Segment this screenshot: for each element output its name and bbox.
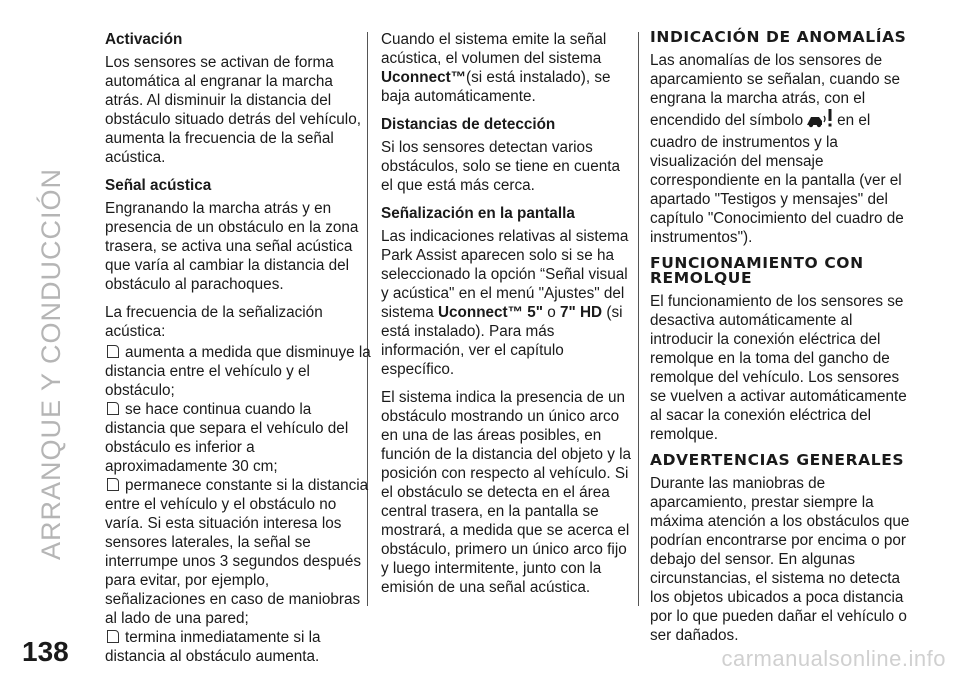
paragraph-pantalla: Las indicaciones relativas al sistema Park Assist aparecen solo si se ha seleccionado la opción “Señal visual y acústica" en el menú "Ajustes" del sistema Uconnect™ 5" o 7" HD (si está instalado). Para más información, ver el capítulo específico. (381, 228, 629, 378)
column-2 (381, 30, 635, 606)
section-side-title: ARRANQUE Y CONDUCCIÓN (36, 167, 66, 560)
paragraph-advertencias: Durante las maniobras de aparcamiento, prestar siempre la máxima atención a los obstáculos que podrían encontrarse por encima o por debajo del sensor. En algunas circunstancias, el sistema no detecta los objetos ubicados a poca distancia por lo que pueden dañar el vehículo o ser dañados. (650, 475, 910, 644)
column-3 (650, 30, 910, 654)
parking-sensor-warning-icon (805, 108, 835, 133)
heading-pantalla: Señalización en la pantalla (381, 205, 575, 222)
paragraph-volumen: Cuando el sistema emite la señal acústica, el volumen del sistema Uconnect™(si está instalado), se baja automáticamente. (381, 31, 611, 105)
heading-distancias: Distancias de detección (381, 116, 556, 133)
paragraph-arco: El sistema indica la presencia de un obstáculo mostrando un único arco en una de las áreas posibles, en función de la distancia del objeto y la posición con respecto al vehículo. Si el obstáculo se detecta en el área central trasera, en la pantalla se mostrará, a medida que se acerca el obstáculo, primero un único arco fijo y luego intermitente, junto con la emisión de una señal acústica. (381, 389, 632, 596)
heading-activacion: Activación (105, 31, 183, 48)
list-item: termina inmediatamente si la distancia al obstáculo aumenta. (105, 629, 321, 665)
paragraph-remolque: El funcionamiento de los sensores se desactiva automáticamente al introducir la conexión eléctrica del remolque en la toma del gancho de remolque del vehículo. Los sensores se vuelven a activar automáticamente al sacar la conexión eléctrica del remolque. (650, 293, 907, 443)
bullet-icon (107, 345, 119, 358)
heading-remolque: FUNCIONAMIENTO CON REMOLQUE (650, 254, 864, 287)
page-number: 138 (22, 636, 69, 667)
paragraph-senal-acustica: Engranando la marcha atrás y en presencia de un obstáculo en la zona trasera, se activa una señal acústica que varía al cambiar la distancia del obstáculo al parachoques. (105, 200, 359, 293)
column-1 (105, 30, 373, 666)
paragraph-anomalias: Las anomalías de los sensores de aparcamiento se señalan, cuando se engrana la marcha atrás, con el encendido del símbolo en el cuadro de instrumentos y la visualización del mensaje correspondiente en la pantalla (ver el apartado "Testigos y mensajes" del capítulo "Conocimiento del cuadro de instrumentos"). (650, 52, 904, 246)
paragraph-activacion: Los sensores se activan de forma automática al engranar la marcha atrás. Al disminuir la distancia del obstáculo situado detrás del vehículo, aumenta la frecuencia de la señal acústica. (105, 54, 361, 166)
heading-senal-acustica: Señal acústica (105, 177, 212, 194)
column-divider (638, 32, 639, 606)
paragraph-distancias: Si los sensores detectan varios obstáculos, solo se tiene en cuenta el que está más cerca. (381, 139, 620, 194)
bullet-icon (107, 478, 119, 491)
bullet-icon (107, 630, 119, 643)
heading-indicacion-anomalias: INDICACIÓN DE ANOMALÍAS (650, 28, 907, 46)
watermark: carmanualsonline.info (721, 646, 946, 671)
paragraph-frecuencia: La frecuencia de la señalización acústica: (105, 304, 323, 340)
list-item: se hace continua cuando la distancia que separa el vehículo del obstáculo es inferior a aproximadamente 30 cm; (105, 401, 349, 475)
list-item: aumenta a medida que disminuye la distancia entre el vehículo y el obstáculo; (105, 344, 371, 399)
heading-advertencias: ADVERTENCIAS GENERALES (650, 451, 905, 469)
list-item: permanece constante si la distancia entre el vehículo y el obstáculo no varía. Si esta situación interesa los sensores laterales, la señal se interrumpe unos 3 segundos después para evitar, por ejemplo, señalizaciones en caso de maniobras al lado de una pared; (105, 477, 369, 627)
bullet-icon (107, 402, 119, 415)
